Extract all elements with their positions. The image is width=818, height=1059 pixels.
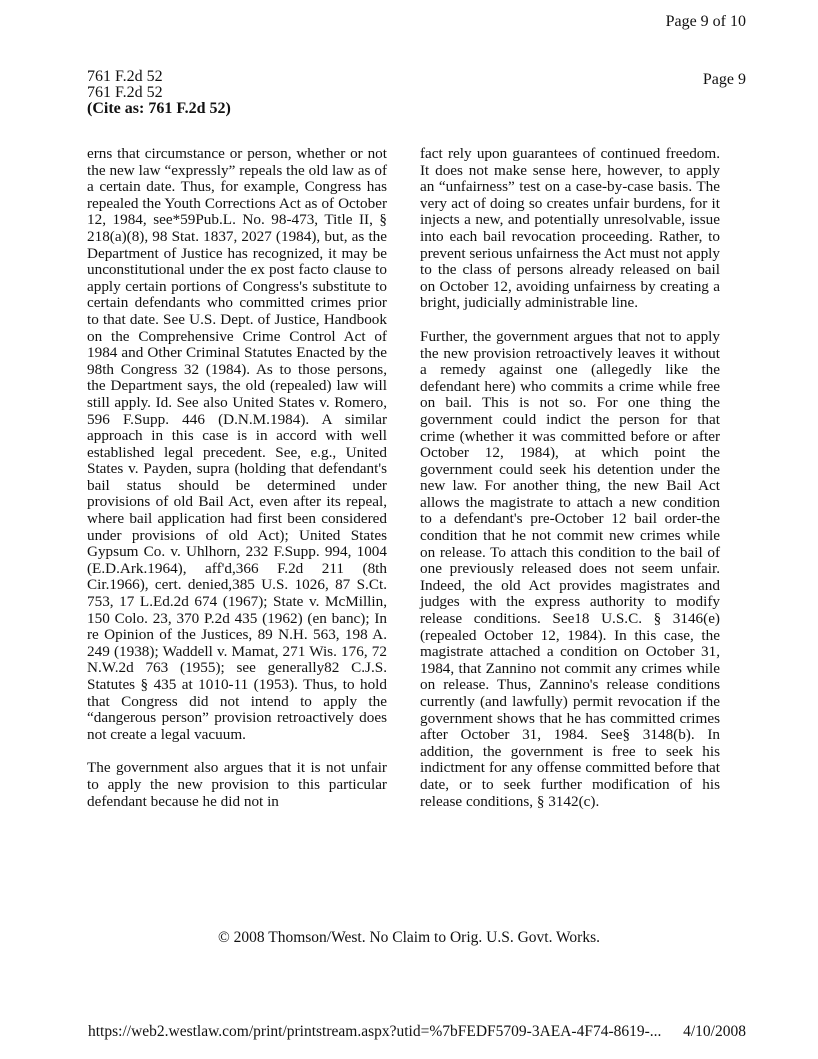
right-paragraph-1: fact rely upon guarantees of continued freedom. It does not make sense here, however, to apply an “unfairness” test on a case-by-case basis. The very act of doing so creates unfair burdens, for it injects a new, and potentially unresolvable, issue into each bail revocation proceeding. Rather, to prevent serious unfairness the Act must not apply to the class of persons already released on bail on October 12, avoiding unfairness by creating a bright, judicially administrable line. xyxy=(420,145,720,312)
left-paragraph-1: erns that circumstance or person, whether or not the new law “expressly” repeals the old law as of a certain date. Thus, for example, Congress has repealed the Youth Corrections Act as of October 12, 1984, see*59Pub.L. No. 98-473, Title II, § 218(a)(8), 98 Stat. 1837, 2027 (1984), but, as the Department of Justice has recognized, it may be unconstitutional under the ex post facto clause to apply certain portions of Congress's substitute to certain defendants who committed crimes prior to that date. See U.S. Dept. of Justice, Handbook on the Comprehensive Crime Control Act of 1984 and Other Criminal Statutes Enacted by the 98th Congress 32 (1984). As to those persons, the Department says, the old (repealed) law will still apply. Id. See also United States v. Romero, 596 F.Supp. 446 (D.N.M.1984). A similar approach in this case is in accord with well established legal precedent. See, e.g., United States v. Payden, supra (holding that defendant's bail status should be determined under provisions of old Bail Act, even after its repeal, where bail application had first been considered under provisions of old Act); United States Gypsum Co. v. Uhlhorn, 232 F.Supp. 994, 1004 (E.D.Ark.1964), aff'd,366 F.2d 211 (8th Cir.1966), cert. denied,385 U.S. 1026, 87 S.Ct. 753, 17 L.Ed.2d 674 (1967); State v. McMillin, 150 Colo. 23, 370 P.2d 435 (1962) (en banc); In re Opinion of the Justices, 89 N.H. 563, 198 A. 249 (1938); Waddell v. Mamat, 271 Wis. 176, 72 N.W.2d 763 (1955); see generally82 C.J.S. Statutes § 435 at 1010-11 (1953). Thus, to hold that Congress did not intend to apply the “dangerous person” provision retroactively does not create a legal vacuum. xyxy=(87,145,387,743)
print-date: 4/10/2008 xyxy=(683,1023,746,1040)
right-column xyxy=(420,146,720,827)
left-column xyxy=(87,146,387,827)
cite-as-text: (Cite as: 761 F.2d 52) xyxy=(87,100,231,117)
citation-block xyxy=(87,69,231,117)
left-paragraph-2: The government also argues that it is not unfair to apply the new provision to this particular defendant because he did not in xyxy=(87,759,387,810)
print-url[interactable]: https://web2.westlaw.com/print/printstream.aspx?utid=%7bFEDF5709-3AEA-4F74-8619-... xyxy=(88,1023,662,1040)
copyright-notice: © 2008 Thomson/West. No Claim to Orig. U.S. Govt. Works. xyxy=(217,929,600,946)
page-label: Page 9 xyxy=(702,71,746,88)
citation-line-1: 761 F.2d 52 xyxy=(87,68,163,85)
page-count: Page 9 of 10 xyxy=(665,13,746,30)
cite-as xyxy=(87,101,231,117)
citation-line-2: 761 F.2d 52 xyxy=(87,84,163,101)
right-paragraph-2: Further, the government argues that not to apply the new provision retroactively leaves it without a remedy against one (allegedly like the defendant here) who commits a crime while free on bail. This is not so. For one thing the government could indict the person for that crime (whether it was committed before or after October 12, 1984), at which point the government could seek his detention under the new law. For another thing, the new Bail Act allows the magistrate to attach a new condition to a defendant's pre-October 12 bail order-the condition that he not commit new crimes while on release. To attach this condition to the bail of one previously released does not seem unfair. Indeed, the old Act provides magistrates and judges with the express authority to modify release conditions. See18 U.S.C. § 3146(e) (repealed October 12, 1984). In this case, the magistrate attached a condition on October 31, 1984, that Zannino not commit any crimes while on release. Thus, Zannino's release conditions currently (and lawfully) permit revocation if the government shows that he has committed crimes after October 31, 1984. See§ 3148(b). In addition, the government is free to seek his indictment for any offense committed before that date, or to seek further modification of his release conditions, § 3142(c). xyxy=(420,327,720,810)
